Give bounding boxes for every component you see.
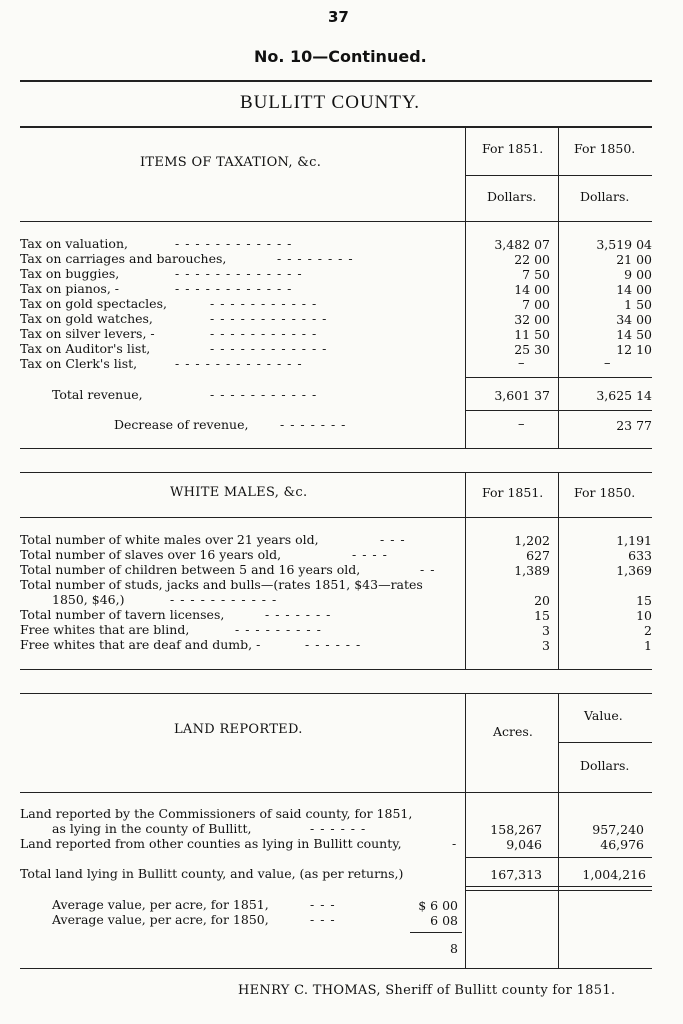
row-dots: - - - - - - -	[265, 607, 332, 622]
row-value-1850: 15	[636, 593, 652, 608]
row-value-1850: 12 10	[616, 342, 652, 357]
row-value-1851: 22 00	[514, 252, 550, 267]
row-value-1851: –	[518, 356, 525, 371]
row-value-1850: 9 00	[624, 267, 652, 282]
row-dots: - - - - - - - - - - -	[170, 592, 278, 607]
avg-1851-dots: - - -	[310, 897, 336, 912]
row-value-1851: 7 00	[522, 297, 550, 312]
row-value-1851: 14 00	[514, 282, 550, 297]
row-label: Total number of slaves over 16 years old,	[20, 547, 282, 562]
land-total-rule-bottom-2	[466, 890, 652, 891]
row-value-1851: 3,482 07	[494, 237, 550, 252]
row-label: Tax on silver levers, -	[20, 326, 155, 341]
land-total-acres: 167,313	[490, 867, 542, 882]
row-label: Total number of children between 5 and 16 years old,	[20, 562, 361, 577]
row-label: Free whites that are blind,	[20, 622, 190, 637]
row-label: Total number of tavern licenses,	[20, 607, 225, 622]
land-total-rule-bottom	[466, 886, 652, 887]
row-dots: - - - -	[352, 547, 388, 562]
land-col-divider-2	[558, 693, 559, 968]
total-revenue-1851: 3,601 37	[494, 388, 550, 403]
row-label: Total number of studs, jacks and bulls—(rates 1851, $43—rates	[20, 577, 423, 592]
wm-col1-year: For 1851.	[482, 485, 544, 500]
decrease-label: Decrease of revenue,	[114, 417, 249, 432]
row-dots: - - - - - -	[305, 637, 362, 652]
row-label: Tax on valuation,	[20, 236, 128, 251]
row-dots: - - - - - - - - - - - -	[175, 281, 293, 296]
decrease-1850: 23 77	[616, 418, 652, 433]
row-value: 46,976	[600, 837, 644, 852]
wm-col-divider-1	[465, 472, 466, 669]
decrease-1851: –	[518, 417, 525, 432]
row-value-1850: 1,191	[616, 533, 652, 548]
tax-total-rule-top	[466, 377, 652, 378]
wm-col-divider-2	[558, 472, 559, 669]
row-dots: - -	[420, 562, 436, 577]
county-title: BULLITT COUNTY.	[240, 92, 421, 113]
row-value-1850: 34 00	[616, 312, 652, 327]
row-value-1851: 1,389	[514, 563, 550, 578]
row-value-1851: 25 30	[514, 342, 550, 357]
row-value-1851: 7 50	[522, 267, 550, 282]
land-bottom-rule	[20, 968, 652, 969]
land-subhead-rule	[559, 742, 652, 743]
row-dots: - - - - - - - - - - - - -	[175, 356, 303, 371]
row-label: Tax on gold spectacles,	[20, 296, 167, 311]
row-label: Tax on buggies,	[20, 266, 120, 281]
row-value-1850: –	[604, 356, 611, 371]
page-title: No. 10—Continued.	[254, 47, 427, 66]
land-col2-head: Value.	[584, 708, 623, 723]
page-number: 37	[328, 8, 349, 26]
row-dots: - - -	[380, 532, 406, 547]
tax-col2-year: For 1850.	[574, 141, 636, 156]
row-value-1851: 3	[542, 623, 550, 638]
avg-difference: 8	[450, 941, 458, 956]
row-value-1851: 627	[526, 548, 550, 563]
row-label: Tax on gold watches,	[20, 311, 153, 326]
row-value-1850: 14 00	[616, 282, 652, 297]
taxation-header: ITEMS OF TAXATION, &c.	[140, 155, 322, 170]
avg-1850-dots: - - -	[310, 912, 336, 927]
avg-1850-label: Average value, per acre, for 1850,	[52, 912, 269, 927]
land-head-rule	[20, 792, 652, 793]
wm-bottom-rule	[20, 669, 652, 670]
wm-col2-year: For 1850.	[574, 485, 636, 500]
row-value-1850: 10	[636, 608, 652, 623]
rule-top	[20, 80, 652, 82]
tax-col1-year: For 1851.	[482, 141, 544, 156]
row-value-1850: 3,519 04	[596, 237, 652, 252]
row-label: 1850, $46,)	[52, 592, 125, 607]
row-dots: - - - - - - - - - - - -	[210, 341, 328, 356]
tax-bottom-rule	[20, 448, 652, 449]
row-dots: - - - - - - - - -	[235, 622, 322, 637]
row-value-1851: 11 50	[514, 327, 550, 342]
tax-col1-unit: Dollars.	[487, 189, 537, 204]
sheriff-signature: HENRY C. THOMAS, Sheriff of Bullitt county for 1851.	[238, 983, 616, 998]
avg-1851-value: $ 6 00	[418, 898, 458, 913]
land-total-value: 1,004,216	[582, 867, 646, 882]
total-revenue-label: Total revenue,	[52, 387, 143, 402]
tax-head-rule	[20, 221, 652, 222]
avg-1851-label: Average value, per acre, for 1851,	[52, 897, 269, 912]
row-value-1850: 1,369	[616, 563, 652, 578]
avg-1850-value: 6 08	[430, 913, 458, 928]
land-col1-head: Acres.	[493, 724, 533, 739]
row-dots: - - - - - - - - - - - -	[175, 236, 293, 251]
row-value-1850: 14 50	[616, 327, 652, 342]
row-dots: -	[452, 836, 458, 851]
row-value-1850: 2	[644, 623, 652, 638]
decrease-dots: - - - - - - -	[280, 417, 347, 432]
row-acres: 9,046	[506, 837, 542, 852]
row-value-1850: 1 50	[624, 297, 652, 312]
row-acres: 158,267	[490, 822, 542, 837]
row-label: Tax on Auditor's list,	[20, 341, 151, 356]
row-label: Land reported from other counties as lying in Bullitt county,	[20, 836, 402, 851]
row-label: Tax on Clerk's list,	[20, 356, 138, 371]
land-total-rule-top	[466, 857, 652, 858]
row-label: as lying in the county of Bullitt,	[52, 821, 252, 836]
row-dots: - - - - - - - - - - -	[210, 296, 318, 311]
white-males-header: WHITE MALES, &c.	[170, 485, 308, 500]
row-value-1851: 3	[542, 638, 550, 653]
land-col2-unit: Dollars.	[580, 758, 630, 773]
land-header: LAND REPORTED.	[174, 722, 303, 737]
row-label: Land reported by the Commissioners of said county, for 1851,	[20, 806, 413, 821]
row-label: Total number of white males over 21 years old,	[20, 532, 319, 547]
row-dots: - - - - - - - - - - - -	[210, 311, 328, 326]
row-dots: - - - - - - - - - - - - -	[175, 266, 303, 281]
row-value-1850: 1	[644, 638, 652, 653]
row-dots: - - - - - - - -	[277, 251, 354, 266]
total-revenue-1850: 3,625 14	[596, 388, 652, 403]
row-value-1850: 633	[628, 548, 652, 563]
total-revenue-dots: - - - - - - - - - - -	[210, 387, 318, 402]
row-value-1850: 21 00	[616, 252, 652, 267]
row-label: Tax on carriages and barouches,	[20, 251, 227, 266]
row-value: 957,240	[592, 822, 644, 837]
row-value-1851: 20	[534, 593, 550, 608]
tax-total-rule-bottom	[466, 410, 652, 411]
wm-head-rule	[20, 517, 652, 518]
avg-rule	[410, 932, 462, 933]
row-label: Free whites that are deaf and dumb, -	[20, 637, 261, 652]
row-value-1851: 32 00	[514, 312, 550, 327]
row-dots: - - - - - -	[310, 821, 367, 836]
land-total-label: Total land lying in Bullitt county, and value, (as per returns,)	[20, 866, 404, 881]
row-value-1851: 1,202	[514, 533, 550, 548]
row-value-1851: 15	[534, 608, 550, 623]
row-label: Tax on pianos, -	[20, 281, 120, 296]
tax-subhead-rule	[466, 175, 652, 176]
row-dots: - - - - - - - - - - -	[210, 326, 318, 341]
tax-col2-unit: Dollars.	[580, 189, 630, 204]
